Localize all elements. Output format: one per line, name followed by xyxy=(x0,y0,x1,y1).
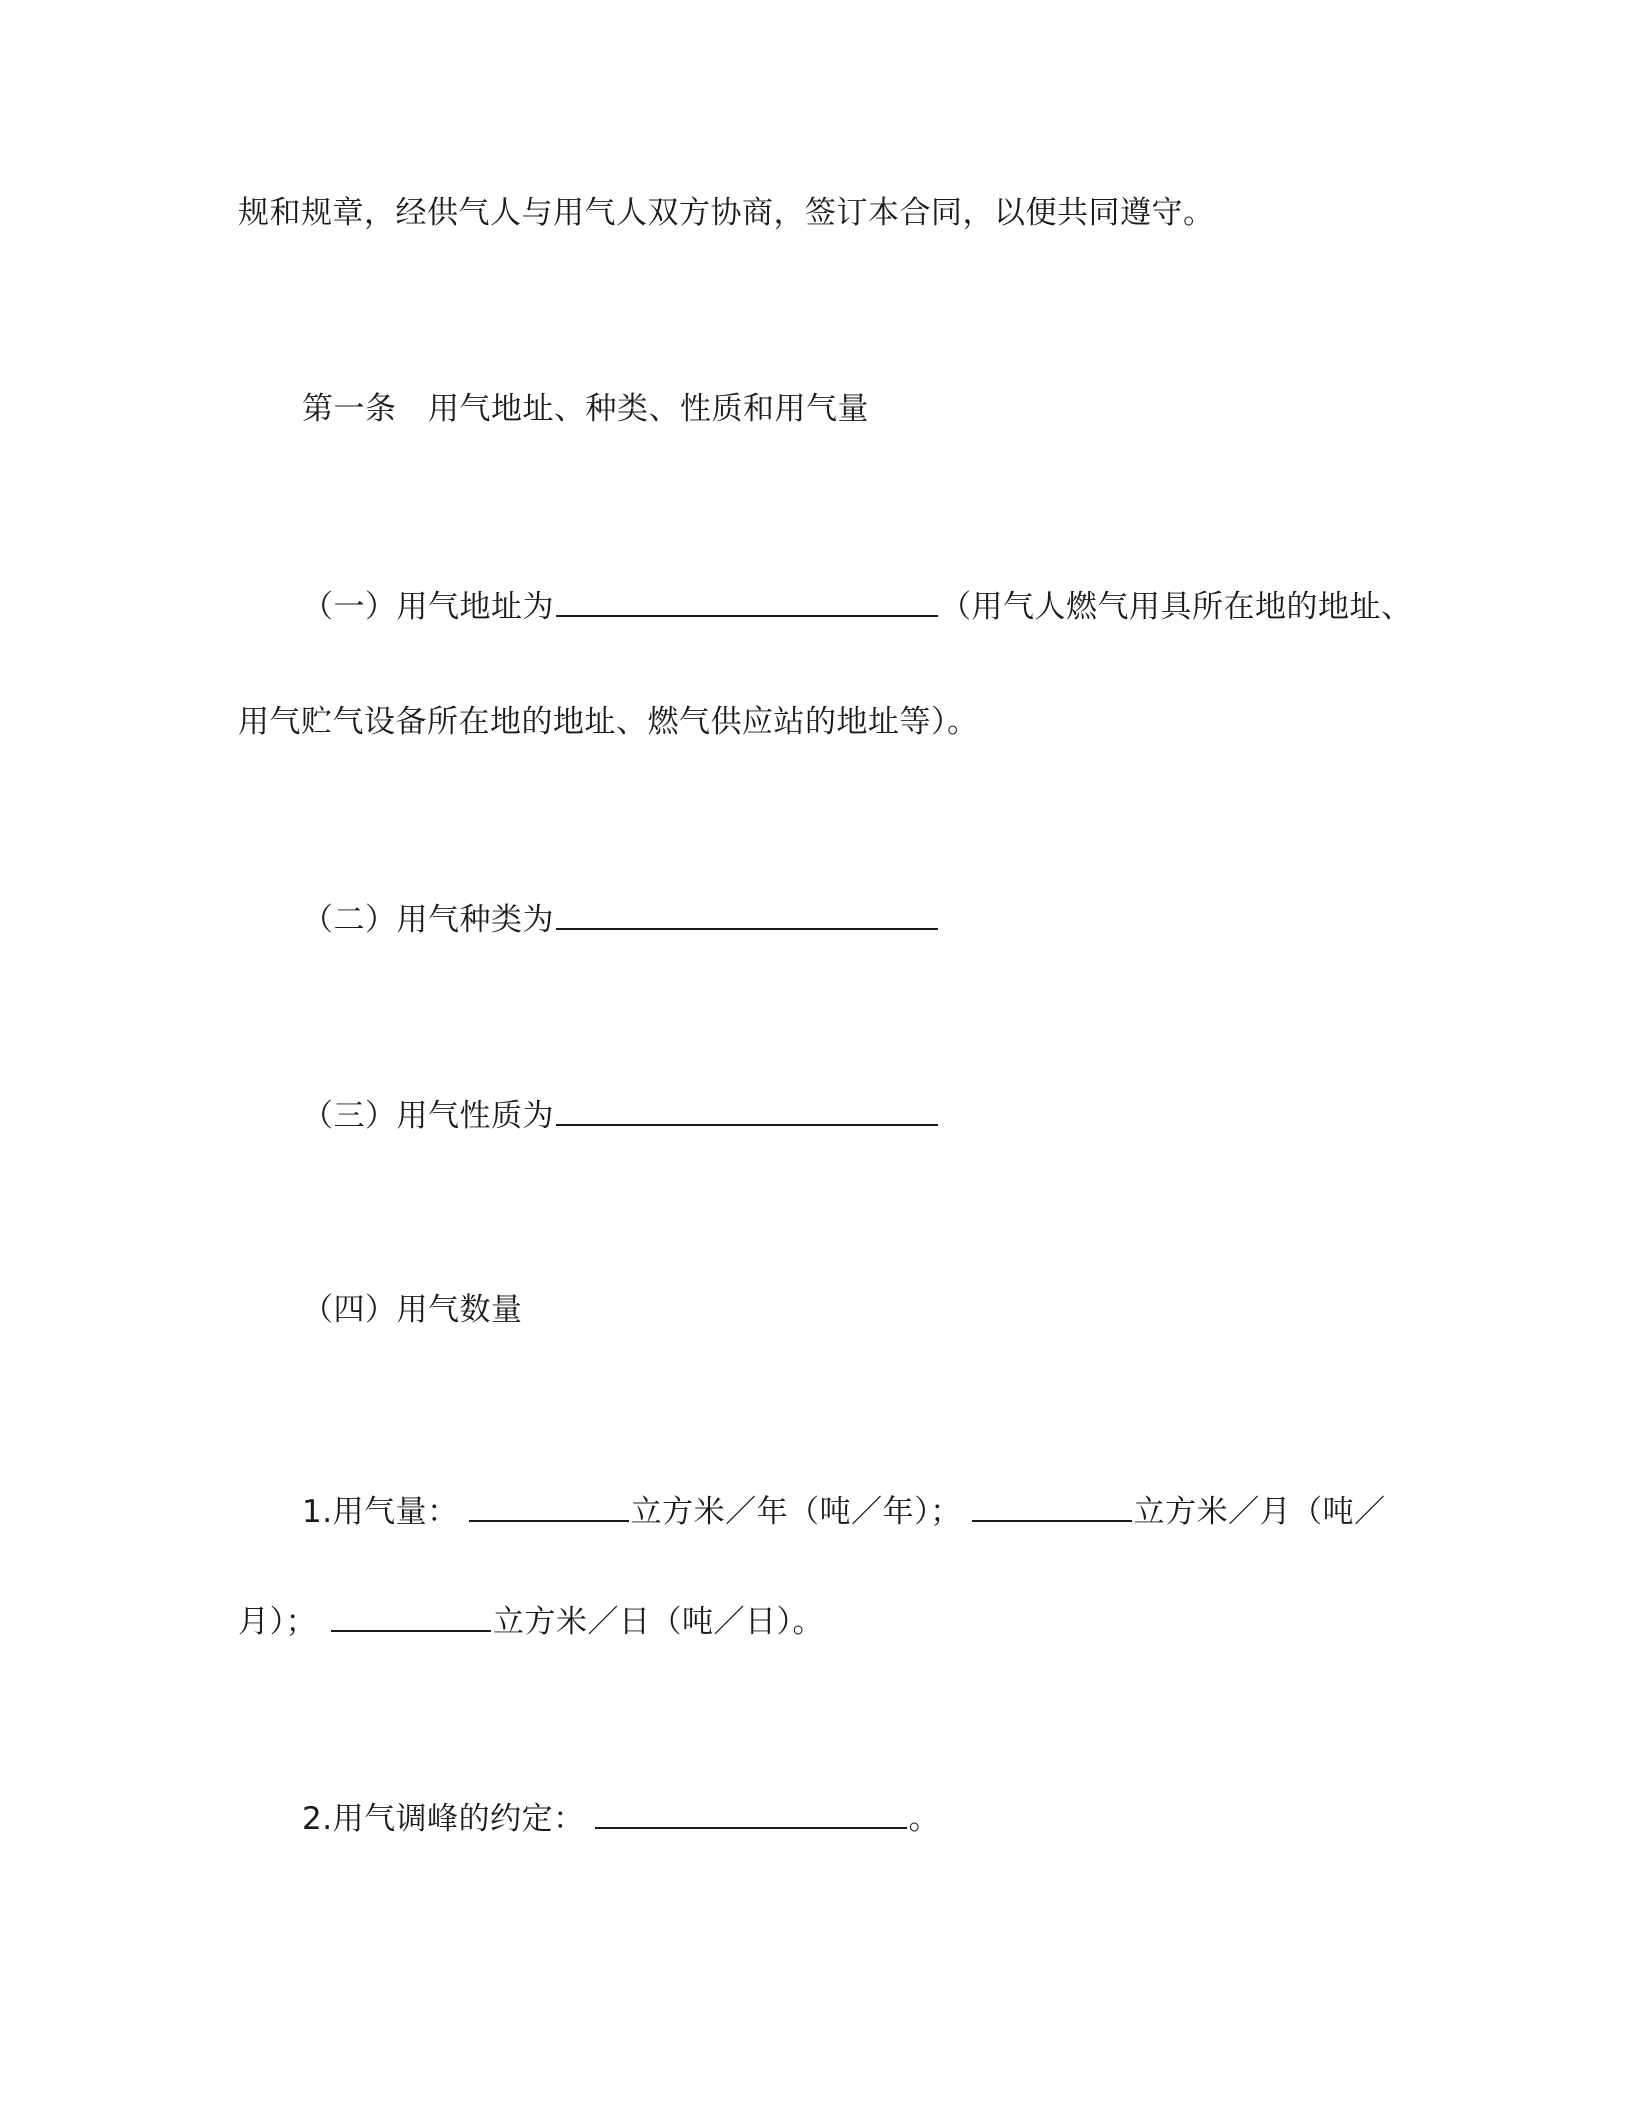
address-blank[interactable] xyxy=(556,585,938,617)
item-4-heading xyxy=(302,1290,523,1330)
item-1-line xyxy=(302,585,1413,627)
monthly-volume-blank[interactable] xyxy=(972,1490,1132,1522)
item-1-continuation: 用气贮气设备所在地的地址、燃气供应站的地址等）。 xyxy=(238,704,979,740)
gas-type-blank[interactable] xyxy=(556,898,938,930)
item-1-prefix: （一）用气地址为 xyxy=(302,589,554,625)
item-4-1-prefix: 1.用气量： xyxy=(302,1494,459,1530)
item-4-1-continuation-line xyxy=(238,1600,824,1642)
peak-regulation-blank[interactable] xyxy=(595,1797,907,1829)
item-4-2-line xyxy=(302,1797,940,1839)
item-4-2-suffix: 。 xyxy=(908,1801,941,1837)
unit-year: 立方米／年（吨／年）； xyxy=(630,1494,962,1530)
item-4-1-line xyxy=(302,1490,1386,1532)
gas-nature-blank[interactable] xyxy=(556,1094,938,1126)
item-1-suffix: （用气人燃气用具所在地的地址、 xyxy=(940,589,1413,625)
item-1-continuation-line xyxy=(238,702,979,742)
item-3-line xyxy=(302,1094,940,1136)
item-4-2-prefix: 2.用气调峰的约定： xyxy=(302,1801,585,1837)
article-1-heading-text: 第一条 用气地址、种类、性质和用气量 xyxy=(302,391,869,427)
daily-volume-blank[interactable] xyxy=(331,1600,491,1632)
item-4-heading-text: （四）用气数量 xyxy=(302,1292,523,1328)
unit-month: 立方米／月（吨／ xyxy=(1133,1494,1386,1530)
item-2-prefix: （二）用气种类为 xyxy=(302,902,554,938)
intro-text: 规和规章，经供气人与用气人双方协商，签订本合同，以便共同遵守。 xyxy=(238,195,1215,231)
article-1-heading xyxy=(302,389,869,429)
item-3-prefix: （三）用气性质为 xyxy=(302,1098,554,1134)
intro-line xyxy=(238,193,1215,233)
item-4-1-continuation-prefix: 月）； xyxy=(238,1604,317,1640)
unit-day: 立方米／日（吨／日）。 xyxy=(493,1604,824,1640)
item-2-line xyxy=(302,898,940,940)
yearly-volume-blank[interactable] xyxy=(469,1490,629,1522)
